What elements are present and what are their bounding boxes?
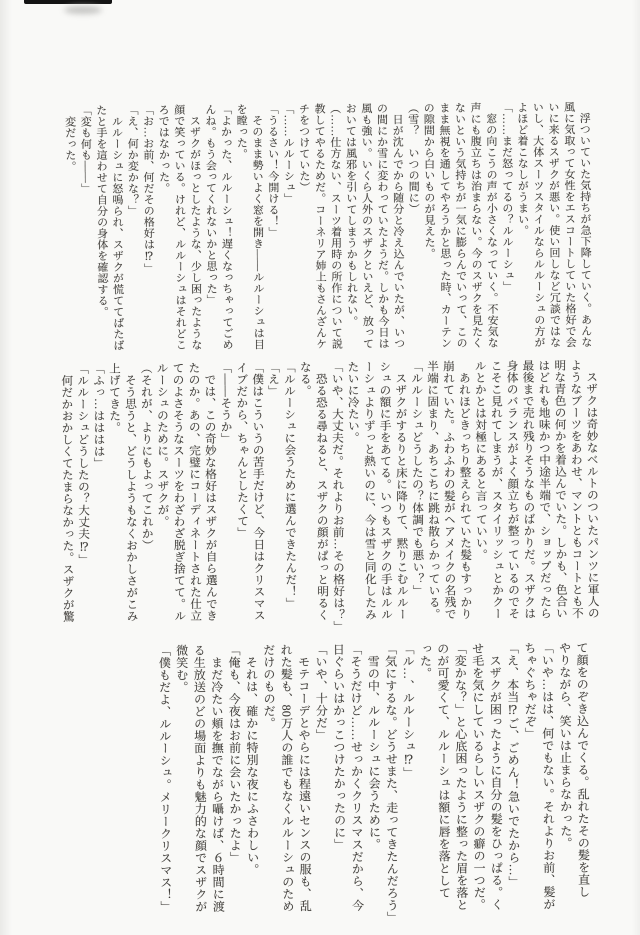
text-column: シュの額に手をあてる。いつもスザクの手はルル xyxy=(378,360,394,621)
text-column: いに来るスザクが悪い。使い回しなど冗談ではな xyxy=(546,101,561,348)
text-column: 微笑む。 xyxy=(174,644,189,694)
text-column: スザクがほっとしたような、少し困ったような xyxy=(188,103,202,351)
text-column: チをつけていた） xyxy=(297,103,311,193)
text-column: （それが、よりにもよってこれか） xyxy=(139,362,154,552)
text-column: れた髪も、80万人の誰でもなくルルーシュのため xyxy=(279,643,295,913)
text-column: たのか。あの、完璧にコーディネートされた仕立 xyxy=(187,361,203,622)
text-column: まま無視を通してやろうかと思った時、カーテン xyxy=(437,102,452,349)
text-column: 窓の向こうの声が小さくなっていく。不安気な xyxy=(484,101,499,349)
text-column: こそこ見れてしまうが、スタイリッシュとかクー xyxy=(489,359,505,620)
text-column: のが可愛くて、ルルーシュは額に唇を落として xyxy=(435,642,452,899)
text-column: 「え、何か変かな？」 xyxy=(125,104,139,217)
text-column: 変だった。 xyxy=(63,104,76,173)
text-column: 「——そうか」 xyxy=(219,361,233,445)
text-column: 教してやるためだ。コーネリア姉上もさんざんケ xyxy=(313,102,327,350)
text-column: よほど着こなしがうまい。 xyxy=(515,101,529,237)
text-column: 「え、本当⁉ご、ごめん！急いでたから…」 xyxy=(505,641,522,889)
text-column: 身体のバランスがよく顔立ちが整っているのでそ xyxy=(505,359,521,620)
text-column: やりながら、笑いは止まらなかった。 xyxy=(557,641,574,850)
text-column: ようなブーツをあわせ、マントともコートとも不 xyxy=(569,359,584,619)
text-column: 「気にするな。どうせまた、走ってきたんだろう」 xyxy=(383,642,400,924)
text-column: スザクがするりと床に降りて、黙りこむルルー xyxy=(394,360,409,621)
text-column: ちゃぐちゃだぞ」 xyxy=(522,641,538,740)
text-column: 「変も何も——」 xyxy=(79,104,92,195)
text-column: 崩れていた。ふわふわの髪がヘアメイクの名残で xyxy=(441,360,457,620)
text-column: 「変かな？」と心底困ったように整った眉を落と xyxy=(453,642,470,911)
text-column: スザクは奇妙なベルトのついたパンツに軍人の xyxy=(584,359,600,619)
text-column: そのまま勢いよく窓を開き——ルルーシュは目 xyxy=(250,103,265,350)
text-column: 「そうだけど……せっかくクリスマスだから、今 xyxy=(348,643,365,912)
text-column: 「俺も、今夜はお前に会いたかったよ」 xyxy=(226,643,243,864)
text-column: 風も強い。いくら人外のスザクといえど、放って xyxy=(359,102,374,350)
text-column: 「ルルーシュどうしたの？大丈夫⁉」 xyxy=(76,362,91,566)
text-column: 「いや、十分だ」 xyxy=(313,643,329,742)
text-column: った。 xyxy=(418,642,433,680)
scan-artifact-smudge xyxy=(64,6,102,14)
text-column: あれほどきっちり整えられていた髪もすっかり xyxy=(457,360,473,620)
text-column: の間にか雪に変わっていたようだ。しかも今日は xyxy=(375,102,390,350)
text-column: 「……ルルーシュ」 xyxy=(281,103,295,205)
text-column: まだ冷たい頬を撫でながら囁けば、６時間に渡 xyxy=(209,644,226,913)
text-column: 何だかおかしくてたまらなかった。スザクが驚 xyxy=(60,362,75,623)
text-column: 「ふっ…はははは」 xyxy=(91,362,106,469)
text-column: 雪の中、ルルーシュに会うために。 xyxy=(366,642,382,851)
text-column: 顔で笑っている。けれど、ルルーシュはそれどこ xyxy=(172,103,187,351)
text-column: んね。もう会ってくれないかと思った」 xyxy=(203,103,218,306)
text-column: はどれも地味かつ中途半端で、ショップだったら xyxy=(537,359,553,620)
text-column: 日が沈んでから随分と冷え込んでいたが、いつ xyxy=(390,102,405,349)
text-column: 風に気取って女性をエスコートしていた格好で会 xyxy=(562,101,577,348)
text-column: 恐る恐る尋ねると、スザクの顔がぱっと明るく xyxy=(314,361,330,621)
text-column: だけのものだ。 xyxy=(261,643,277,730)
text-column: 明な青色の何かを着込んでいた。しかも、色合い xyxy=(553,359,568,620)
text-column: （雪？ いつの間に） xyxy=(406,102,420,215)
text-column: ないという気持ちが一気に膨らんでいって、この xyxy=(453,102,468,349)
text-column: る生放送のどの場面よりも魅力的な顔でスザクが xyxy=(192,644,208,913)
text-column: そう思うと、どうしようもなくおかしさがこみ xyxy=(123,362,139,623)
text-column: 「よかった、ルルーシュ！遅くなっちゃってごめ xyxy=(219,103,234,351)
text-column: 「お…お前、何だその格好は⁉」 xyxy=(141,104,155,275)
text-column: 上げてきた。 xyxy=(107,362,122,434)
text-column: 「僕もだよ、ルルーシュ。メリークリスマス！」 xyxy=(157,644,174,913)
text-column: 「僕はこういうの苦手だけど、今日はクリスマス xyxy=(250,361,266,622)
text-column: 「いや、大丈夫だ。それよりお前…その格好は？」 xyxy=(330,360,346,633)
text-column: を瞠った。 xyxy=(235,103,248,160)
text-column: 「うるさい！今開ける！」 xyxy=(266,103,280,238)
text-column: てのよさそうなスーツをわざわざ脱ぎ捨てて。ル xyxy=(171,362,187,622)
text-band-middle xyxy=(57,359,601,650)
text-column: 半端に固まり、あちこちに跳ね散らかっている。 xyxy=(425,360,441,620)
text-column: 「え」 xyxy=(266,361,281,397)
text-column: 最後まで売れ残りそうなものばかりだ。スザクは xyxy=(521,359,537,620)
text-column: なる。 xyxy=(298,361,312,397)
text-column: ルルーシュに怒鳴られ、スザクが慌ててばたば xyxy=(110,104,125,351)
text-column: 日ぐらいはかっこつけたかったのに」 xyxy=(331,643,347,851)
text-column: て顔をのぞき込んでくる。乱れたその髪を直し xyxy=(574,641,591,898)
text-column: 「……まだ怒ってるの？ルルーシュ」 xyxy=(500,101,514,293)
text-column: それは、確かに特別な夜にふさわしい。 xyxy=(244,643,260,876)
text-column: では、この奇妙な格好はスザクが自ら選んでき xyxy=(203,361,219,622)
text-column: たいに冷たい。 xyxy=(346,360,360,444)
text-column: イブだから、ちゃんとしたくて」 xyxy=(235,361,250,539)
text-column: 「ルルーシュに会うために選んできたんだ！」 xyxy=(282,361,298,610)
text-column: の隙間から白いものが見えた。 xyxy=(422,102,436,260)
text-column: せ毛を気にしているらしいスザクの癖の一つだ。 xyxy=(470,642,487,911)
text-column: おいては風邪を引いてしまうかもしれない。 xyxy=(344,102,358,327)
text-column: ルーシュのために。スザクが。 xyxy=(155,362,170,528)
text-column: スザクが困ったように自分の髪をひっぱる。く xyxy=(487,642,504,911)
text-band-bottom xyxy=(153,641,592,934)
text-column: 「いや…はは、何でもない。それよりお前、髪が xyxy=(540,641,557,911)
text-column: （……仕方ない、スーツ着用時の所作について説 xyxy=(328,102,343,350)
text-column: ーシュよりずっと熱いのに、今は雪と同化したみ xyxy=(362,360,378,621)
text-column: 声にも腹立ちは治まらない。今のスザクを見たく xyxy=(468,101,483,349)
scan-artifact-bar xyxy=(24,0,112,4)
text-column: たと手を這わせて自分の身体を確認する。 xyxy=(94,104,109,318)
text-column: 浮ついていた気持ちが急下降していく。あんな xyxy=(578,101,592,348)
text-column: 「ル…、ルルーシュ⁉」 xyxy=(400,642,416,779)
text-column: ルとかとは対極にあると言っていい。 xyxy=(473,359,489,561)
text-band-top xyxy=(57,101,593,358)
text-column: ろではなかった。 xyxy=(157,104,170,194)
text-column: モテコーデとやらには程遠いセンスの服も、乱 xyxy=(296,643,313,912)
text-column: 「ルルーシュどうしたの？体調でも悪い？」 xyxy=(410,360,425,597)
text-column: いし、大体スーツスタイルならルルーシュの方が xyxy=(531,101,546,348)
